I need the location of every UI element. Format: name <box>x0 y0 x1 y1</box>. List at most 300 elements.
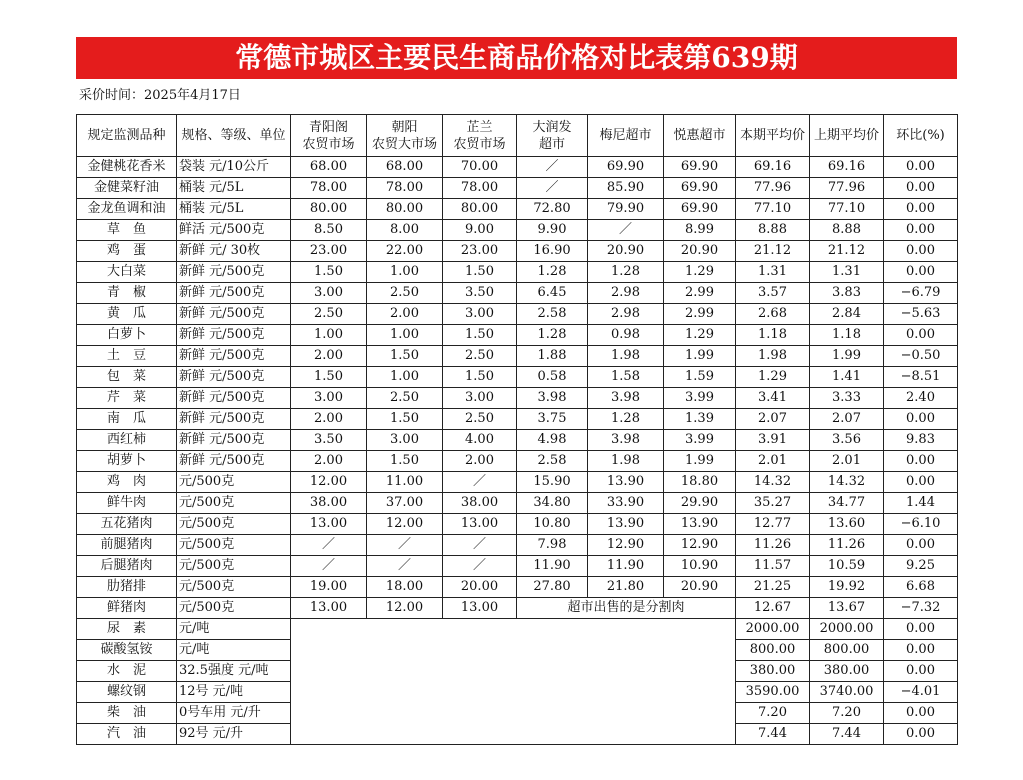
avg-prev-cell: 13.67 <box>810 598 884 619</box>
avg-now-cell: 11.26 <box>736 535 810 556</box>
item-name: 前腿猪肉 <box>77 535 177 556</box>
price-cell: ／ <box>367 535 443 556</box>
avg-prev-cell: 11.26 <box>810 535 884 556</box>
ratio-cell: −5.63 <box>884 304 958 325</box>
avg-now-cell: 21.12 <box>736 241 810 262</box>
price-cell: 1.29 <box>664 325 736 346</box>
avg-prev-cell: 7.20 <box>810 703 884 724</box>
table-row <box>77 535 958 556</box>
price-cell: 1.50 <box>443 262 517 283</box>
ratio-cell: 0.00 <box>884 157 958 178</box>
avg-prev-cell: 380.00 <box>810 661 884 682</box>
item-name: 金健桃花香米 <box>77 157 177 178</box>
avg-prev-cell: 34.77 <box>810 493 884 514</box>
avg-prev-cell: 1.31 <box>810 262 884 283</box>
table-row <box>77 388 958 409</box>
price-cell: 1.98 <box>588 346 664 367</box>
price-cell: 3.00 <box>291 388 367 409</box>
price-cell: 1.28 <box>588 262 664 283</box>
avg-prev-cell: 2.84 <box>810 304 884 325</box>
avg-prev-cell: 2000.00 <box>810 619 884 640</box>
price-cell: 2.00 <box>291 451 367 472</box>
price-cell: 12.90 <box>588 535 664 556</box>
price-cell: 6.45 <box>517 283 588 304</box>
price-cell: ／ <box>291 556 367 577</box>
item-spec: 元/500克 <box>177 577 291 598</box>
table-row <box>77 577 958 598</box>
avg-now-cell: 800.00 <box>736 640 810 661</box>
price-cell: 1.99 <box>664 346 736 367</box>
table-row <box>77 346 958 367</box>
price-cell: 2.50 <box>291 304 367 325</box>
price-cell: 1.50 <box>367 409 443 430</box>
avg-prev-cell: 2.07 <box>810 409 884 430</box>
price-cell: 0.58 <box>517 367 588 388</box>
item-name: 黄 瓜 <box>77 304 177 325</box>
table-row <box>77 493 958 514</box>
price-cell: 4.98 <box>517 430 588 451</box>
avg-now-cell: 1.29 <box>736 367 810 388</box>
ratio-cell: 0.00 <box>884 640 958 661</box>
item-spec: 新鲜 元/500克 <box>177 283 291 304</box>
table-row <box>77 283 958 304</box>
price-cell: 3.98 <box>517 388 588 409</box>
item-name: 柴 油 <box>77 703 177 724</box>
price-cell: 20.90 <box>588 241 664 262</box>
header-market-1: 青阳阁 农贸市场 <box>291 115 367 157</box>
table-row <box>77 556 958 577</box>
item-name: 青 椒 <box>77 283 177 304</box>
price-cell: 3.50 <box>443 283 517 304</box>
ratio-cell: 0.00 <box>884 262 958 283</box>
avg-now-cell: 77.10 <box>736 199 810 220</box>
price-cell: 10.80 <box>517 514 588 535</box>
item-spec: 12号 元/吨 <box>177 682 291 703</box>
avg-prev-cell: 19.92 <box>810 577 884 598</box>
table-row <box>77 409 958 430</box>
price-cell: 8.99 <box>664 220 736 241</box>
item-spec: 92号 元/升 <box>177 724 291 745</box>
ratio-cell: −6.79 <box>884 283 958 304</box>
price-cell: 1.50 <box>367 346 443 367</box>
price-cell: 1.50 <box>443 325 517 346</box>
item-name: 汽 油 <box>77 724 177 745</box>
price-cell: 3.00 <box>443 388 517 409</box>
header-spec: 规格、等级、单位 <box>177 115 291 157</box>
item-name: 西红柿 <box>77 430 177 451</box>
price-cell: 2.98 <box>588 283 664 304</box>
avg-prev-cell: 14.32 <box>810 472 884 493</box>
ratio-cell: −7.32 <box>884 598 958 619</box>
price-cell: 3.75 <box>517 409 588 430</box>
item-spec: 新鲜 元/500克 <box>177 346 291 367</box>
item-spec: 新鲜 元/500克 <box>177 262 291 283</box>
item-spec: 元/500克 <box>177 493 291 514</box>
price-cell: 78.00 <box>443 178 517 199</box>
item-name: 鸡 蛋 <box>77 241 177 262</box>
price-cell: 8.50 <box>291 220 367 241</box>
avg-prev-cell: 3740.00 <box>810 682 884 703</box>
avg-prev-cell: 1.41 <box>810 367 884 388</box>
price-cell: 13.00 <box>443 514 517 535</box>
price-cell: 37.00 <box>367 493 443 514</box>
price-cell: 23.00 <box>291 241 367 262</box>
table-row <box>77 619 958 640</box>
avg-now-cell: 3590.00 <box>736 682 810 703</box>
item-name: 芹 菜 <box>77 388 177 409</box>
ratio-cell: −8.51 <box>884 367 958 388</box>
item-name: 金龙鱼调和油 <box>77 199 177 220</box>
ratio-cell: 2.40 <box>884 388 958 409</box>
price-cell: 38.00 <box>291 493 367 514</box>
price-cell: 27.80 <box>517 577 588 598</box>
price-cell: 2.00 <box>443 451 517 472</box>
collection-date: 采价时间：2025年4月17日 <box>79 88 241 103</box>
price-cell: ／ <box>443 472 517 493</box>
avg-now-cell: 3.57 <box>736 283 810 304</box>
price-cell: 2.00 <box>291 346 367 367</box>
item-name: 水 泥 <box>77 661 177 682</box>
price-cell: 29.90 <box>664 493 736 514</box>
price-cell: 78.00 <box>367 178 443 199</box>
avg-now-cell: 35.27 <box>736 493 810 514</box>
price-cell: 1.00 <box>367 325 443 346</box>
price-cell: 23.00 <box>443 241 517 262</box>
price-cell: 3.00 <box>291 283 367 304</box>
item-name: 胡萝卜 <box>77 451 177 472</box>
header-market-3: 芷兰 农贸市场 <box>443 115 517 157</box>
table-row <box>77 472 958 493</box>
price-cell: 1.50 <box>291 367 367 388</box>
item-spec: 桶装 元/5L <box>177 178 291 199</box>
price-cell: 20.90 <box>664 241 736 262</box>
price-cell: 1.88 <box>517 346 588 367</box>
item-name: 南 瓜 <box>77 409 177 430</box>
price-cell: 1.50 <box>367 451 443 472</box>
price-cell: 1.98 <box>588 451 664 472</box>
item-spec: 鲜活 元/500克 <box>177 220 291 241</box>
price-cell: 1.28 <box>588 409 664 430</box>
avg-now-cell: 3.41 <box>736 388 810 409</box>
price-cell: 9.00 <box>443 220 517 241</box>
price-cell: 80.00 <box>443 199 517 220</box>
header-market-4: 大润发 超市 <box>517 115 588 157</box>
table-row <box>77 241 958 262</box>
avg-now-cell: 69.16 <box>736 157 810 178</box>
table-row <box>77 220 958 241</box>
item-spec: 元/吨 <box>177 619 291 640</box>
price-cell: 1.50 <box>443 367 517 388</box>
price-cell: 80.00 <box>367 199 443 220</box>
price-cell: 78.00 <box>291 178 367 199</box>
item-spec: 新鲜 元/500克 <box>177 367 291 388</box>
price-cell: 11.00 <box>367 472 443 493</box>
price-cell: 85.90 <box>588 178 664 199</box>
price-cell: 72.80 <box>517 199 588 220</box>
price-cell: 2.50 <box>443 346 517 367</box>
ratio-cell: 0.00 <box>884 178 958 199</box>
price-cell: 1.00 <box>367 262 443 283</box>
avg-now-cell: 2.68 <box>736 304 810 325</box>
avg-now-cell: 12.77 <box>736 514 810 535</box>
item-spec: 新鲜 元/500克 <box>177 451 291 472</box>
item-name: 肋猪排 <box>77 577 177 598</box>
avg-prev-cell: 3.83 <box>810 283 884 304</box>
price-cell: 1.99 <box>664 451 736 472</box>
price-cell: 13.90 <box>664 514 736 535</box>
item-name: 草 鱼 <box>77 220 177 241</box>
item-spec: 新鲜 元/500克 <box>177 325 291 346</box>
item-spec: 元/500克 <box>177 598 291 619</box>
price-cell: 1.39 <box>664 409 736 430</box>
table-row <box>77 451 958 472</box>
avg-now-cell: 7.44 <box>736 724 810 745</box>
price-cell: 2.98 <box>588 304 664 325</box>
avg-prev-cell: 13.60 <box>810 514 884 535</box>
avg-now-cell: 21.25 <box>736 577 810 598</box>
price-cell: 2.58 <box>517 451 588 472</box>
item-spec: 袋装 元/10公斤 <box>177 157 291 178</box>
price-cell: 3.99 <box>664 430 736 451</box>
price-cell: 79.90 <box>588 199 664 220</box>
item-name: 白萝卜 <box>77 325 177 346</box>
price-cell: 4.00 <box>443 430 517 451</box>
price-cell: 12.00 <box>367 598 443 619</box>
price-cell: 11.90 <box>588 556 664 577</box>
item-name: 尿 素 <box>77 619 177 640</box>
price-cell: 12.90 <box>664 535 736 556</box>
item-spec: 元/500克 <box>177 535 291 556</box>
ratio-cell: 0.00 <box>884 199 958 220</box>
price-cell: 1.29 <box>664 262 736 283</box>
price-cell: 21.80 <box>588 577 664 598</box>
header-market-2: 朝阳 农贸大市场 <box>367 115 443 157</box>
ratio-cell: 6.68 <box>884 577 958 598</box>
item-spec: 桶装 元/5L <box>177 199 291 220</box>
price-cell: 13.00 <box>443 598 517 619</box>
item-spec: 新鲜 元/500克 <box>177 388 291 409</box>
header-avg-prev: 上期平均价 <box>810 115 884 157</box>
avg-prev-cell: 800.00 <box>810 640 884 661</box>
price-cell: 22.00 <box>367 241 443 262</box>
price-cell: 15.90 <box>517 472 588 493</box>
price-cell: 3.00 <box>443 304 517 325</box>
ratio-cell: 0.00 <box>884 535 958 556</box>
price-cell: 1.58 <box>588 367 664 388</box>
item-spec: 元/500克 <box>177 514 291 535</box>
price-cell: 13.90 <box>588 514 664 535</box>
price-cell: 0.98 <box>588 325 664 346</box>
price-cell: ／ <box>588 220 664 241</box>
page-title: 常德市城区主要民生商品价格对比表第639期 <box>76 37 957 79</box>
price-cell: 19.00 <box>291 577 367 598</box>
table-row <box>77 199 958 220</box>
avg-now-cell: 1.98 <box>736 346 810 367</box>
avg-now-cell: 1.31 <box>736 262 810 283</box>
price-cell: 3.99 <box>664 388 736 409</box>
item-name: 后腿猪肉 <box>77 556 177 577</box>
price-table <box>76 114 958 745</box>
item-spec: 新鲜 元/500克 <box>177 304 291 325</box>
price-cell: 18.00 <box>367 577 443 598</box>
price-cell: 8.00 <box>367 220 443 241</box>
header-item: 规定监测品种 <box>77 115 177 157</box>
avg-prev-cell: 7.44 <box>810 724 884 745</box>
item-name: 五花猪肉 <box>77 514 177 535</box>
table-row <box>77 262 958 283</box>
item-spec: 新鲜 元/500克 <box>177 409 291 430</box>
price-cell: 69.90 <box>588 157 664 178</box>
item-spec: 新鲜 元/ 30枚 <box>177 241 291 262</box>
price-cell: 2.99 <box>664 283 736 304</box>
avg-prev-cell: 8.88 <box>810 220 884 241</box>
price-cell: 16.90 <box>517 241 588 262</box>
avg-now-cell: 77.96 <box>736 178 810 199</box>
avg-now-cell: 2.07 <box>736 409 810 430</box>
avg-now-cell: 7.20 <box>736 703 810 724</box>
price-cell: 1.28 <box>517 325 588 346</box>
avg-now-cell: 14.32 <box>736 472 810 493</box>
ratio-cell: 0.00 <box>884 451 958 472</box>
price-cell: ／ <box>291 535 367 556</box>
table-row-pork <box>77 598 958 619</box>
price-cell: 1.00 <box>367 367 443 388</box>
avg-now-cell: 2000.00 <box>736 619 810 640</box>
avg-now-cell: 8.88 <box>736 220 810 241</box>
price-cell: 11.90 <box>517 556 588 577</box>
avg-prev-cell: 77.96 <box>810 178 884 199</box>
price-cell: 13.00 <box>291 598 367 619</box>
price-cell: ／ <box>443 556 517 577</box>
price-cell: 20.90 <box>664 577 736 598</box>
avg-now-cell: 380.00 <box>736 661 810 682</box>
item-spec: 0号车用 元/升 <box>177 703 291 724</box>
avg-prev-cell: 77.10 <box>810 199 884 220</box>
ratio-cell: 0.00 <box>884 241 958 262</box>
price-cell: ／ <box>517 157 588 178</box>
blank-market-block <box>291 619 736 745</box>
item-name: 土 豆 <box>77 346 177 367</box>
ratio-cell: 9.25 <box>884 556 958 577</box>
price-cell: 13.00 <box>291 514 367 535</box>
price-cell: 70.00 <box>443 157 517 178</box>
ratio-cell: 0.00 <box>884 325 958 346</box>
price-cell: 1.59 <box>664 367 736 388</box>
price-cell: 38.00 <box>443 493 517 514</box>
header-market-6: 悦惠超市 <box>664 115 736 157</box>
table-row <box>77 304 958 325</box>
item-name: 大白菜 <box>77 262 177 283</box>
price-cell: 13.90 <box>588 472 664 493</box>
price-cell: 2.50 <box>367 283 443 304</box>
avg-prev-cell: 69.16 <box>810 157 884 178</box>
price-cell: 12.00 <box>291 472 367 493</box>
avg-prev-cell: 1.18 <box>810 325 884 346</box>
item-spec: 新鲜 元/500克 <box>177 430 291 451</box>
header-ratio: 环比(%) <box>884 115 958 157</box>
price-cell: 33.90 <box>588 493 664 514</box>
avg-prev-cell: 3.56 <box>810 430 884 451</box>
table-row <box>77 178 958 199</box>
price-cell: 3.98 <box>588 430 664 451</box>
price-cell: 69.90 <box>664 178 736 199</box>
price-cell: 1.28 <box>517 262 588 283</box>
price-cell: ／ <box>517 178 588 199</box>
item-spec: 元/500克 <box>177 556 291 577</box>
price-cell: 2.00 <box>367 304 443 325</box>
ratio-cell: 0.00 <box>884 619 958 640</box>
item-name: 螺纹钢 <box>77 682 177 703</box>
avg-now-cell: 12.67 <box>736 598 810 619</box>
table-row <box>77 325 958 346</box>
item-spec: 元/500克 <box>177 472 291 493</box>
header-avg-now: 本期平均价 <box>736 115 810 157</box>
item-spec: 32.5强度 元/吨 <box>177 661 291 682</box>
price-cell: 2.00 <box>291 409 367 430</box>
price-cell: 2.99 <box>664 304 736 325</box>
price-cell: 2.50 <box>443 409 517 430</box>
table-row <box>77 367 958 388</box>
ratio-cell: 0.00 <box>884 703 958 724</box>
ratio-cell: 0.00 <box>884 661 958 682</box>
item-name: 鲜猪肉 <box>77 598 177 619</box>
ratio-cell: 1.44 <box>884 493 958 514</box>
price-cell: ／ <box>367 556 443 577</box>
avg-prev-cell: 21.12 <box>810 241 884 262</box>
price-cell: 10.90 <box>664 556 736 577</box>
price-cell: 34.80 <box>517 493 588 514</box>
price-cell: 9.90 <box>517 220 588 241</box>
price-cell: 3.50 <box>291 430 367 451</box>
ratio-cell: 0.00 <box>884 220 958 241</box>
avg-prev-cell: 2.01 <box>810 451 884 472</box>
ratio-cell: −0.50 <box>884 346 958 367</box>
price-cell: 3.98 <box>588 388 664 409</box>
price-cell: 20.00 <box>443 577 517 598</box>
avg-prev-cell: 1.99 <box>810 346 884 367</box>
price-cell: 69.90 <box>664 199 736 220</box>
table-header <box>77 115 958 157</box>
item-name: 金健菜籽油 <box>77 178 177 199</box>
price-cell: 3.00 <box>367 430 443 451</box>
ratio-cell: 0.00 <box>884 472 958 493</box>
table-row <box>77 157 958 178</box>
avg-now-cell: 11.57 <box>736 556 810 577</box>
price-cell: 2.58 <box>517 304 588 325</box>
avg-now-cell: 1.18 <box>736 325 810 346</box>
price-cell: 7.98 <box>517 535 588 556</box>
price-cell: 1.50 <box>291 262 367 283</box>
avg-prev-cell: 3.33 <box>810 388 884 409</box>
header-market-5: 梅尼超市 <box>588 115 664 157</box>
ratio-cell: −6.10 <box>884 514 958 535</box>
item-spec: 元/吨 <box>177 640 291 661</box>
ratio-cell: 9.83 <box>884 430 958 451</box>
ratio-cell: 0.00 <box>884 724 958 745</box>
item-name: 鲜牛肉 <box>77 493 177 514</box>
table-body <box>77 157 958 745</box>
ratio-cell: 0.00 <box>884 409 958 430</box>
item-name: 碳酸氢铵 <box>77 640 177 661</box>
price-cell: 1.00 <box>291 325 367 346</box>
price-cell: ／ <box>443 535 517 556</box>
ratio-cell: −4.01 <box>884 682 958 703</box>
price-cell: 18.80 <box>664 472 736 493</box>
price-cell: 2.50 <box>367 388 443 409</box>
item-name: 包 菜 <box>77 367 177 388</box>
price-cell: 68.00 <box>291 157 367 178</box>
price-cell: 12.00 <box>367 514 443 535</box>
